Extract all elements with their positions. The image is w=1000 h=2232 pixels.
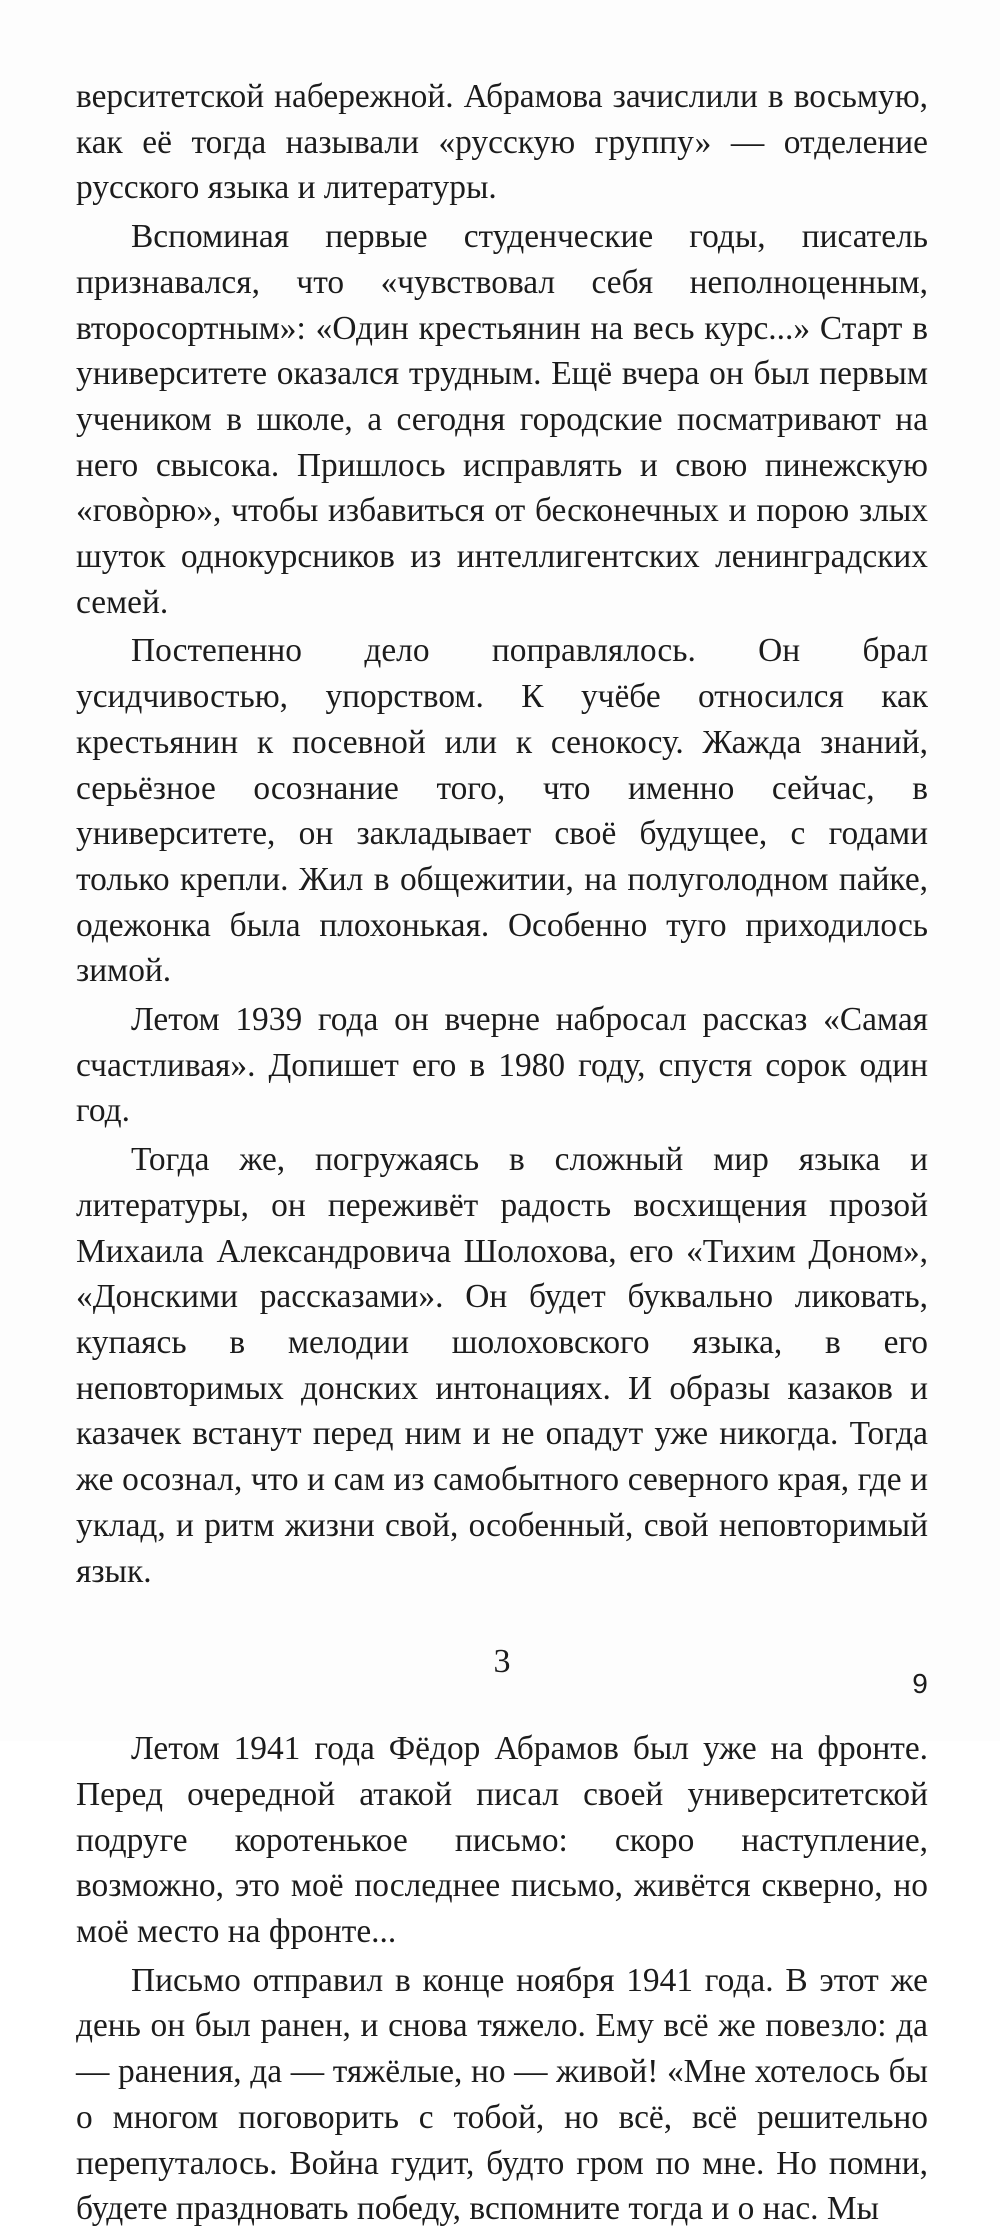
text-column: [76, 74, 928, 2232]
paragraph: Письмо отправил в конце ноября 1941 года. В этот же день он был ранен, и снова тяжело. Ему всё же повезло: да — ранения, да — тяжёлые, но — живой! «Мне хотелось бы о многом поговорить с тобой, но всё, всё решительно перепуталось. Война гудит, будто гром по мне. Но помни, будете праздновать победу, вспомните тогда и о нас. Мы: [76, 1961, 928, 2228]
paragraph: Летом 1939 года он вчерне набросал рассказ «Самая счастливая». Допишет его в 1980 году, спустя сорок один год.: [76, 1001, 928, 1130]
paragraph: Вспоминая первые студенческие годы, писатель признавался, что «чувствовал себя неполноценным, второсортным»: «Один крестьянин на весь курс...» Старт в университете оказался трудным. Ещё вчера он был первым учеником в школе, а сегодня городские посматривают на него свысока. Пришлось исправлять и свою пинежскую «говòрю», чтобы избавиться от бесконечных и порою злых шуток однокурсников из интеллигентских ленинградских семей.: [76, 218, 928, 621]
paragraph: верситетской набережной. Абрамова зачислили в восьмую, как её тогда называли «русскую группу» — отделение русского языка и литературы.: [76, 78, 928, 207]
section-heading-number: 3: [493, 1643, 511, 1681]
paragraph: Летом 1941 года Фёдор Абрамов был уже на фронте. Перед очередной атакой писал своей университетской подруге коротенькое письмо: скоро наступление, возможно, это моё последнее письмо, живётся скверно, но моё место на фронте...: [76, 1730, 928, 1951]
page-number: 9: [912, 1668, 928, 1699]
paragraph: Постепенно дело поправлялось. Он брал усидчивостью, упорством. К учёбе относился как крестьянин к посевной или к сенокосу. Жажда знаний, серьёзное осознание того, что именно сейчас, в университете, он закладывает своё будущее, с годами только крепли. Жил в общежитии, на полуголодном пайке, одежонка была плохонькая. Особенно туго приходилось зимой.: [76, 632, 928, 990]
paragraph: Тогда же, погружаясь в сложный мир языка и литературы, он переживёт радость восхищения прозой Михаила Александровича Шолохова, его «Тихим Доном», «Донскими рассказами». Он будет буквально ликовать, купаясь в мелодии шолоховского языка, в его неповторимых донских интонациях. И образы казаков и казачек встанут перед ним и не опадут уже никогда. Тогда же осознал, что и сам из самобытного северного края, где и уклад, и ритм жизни свой, особенный, свой неповторимый язык.: [76, 1141, 928, 1590]
